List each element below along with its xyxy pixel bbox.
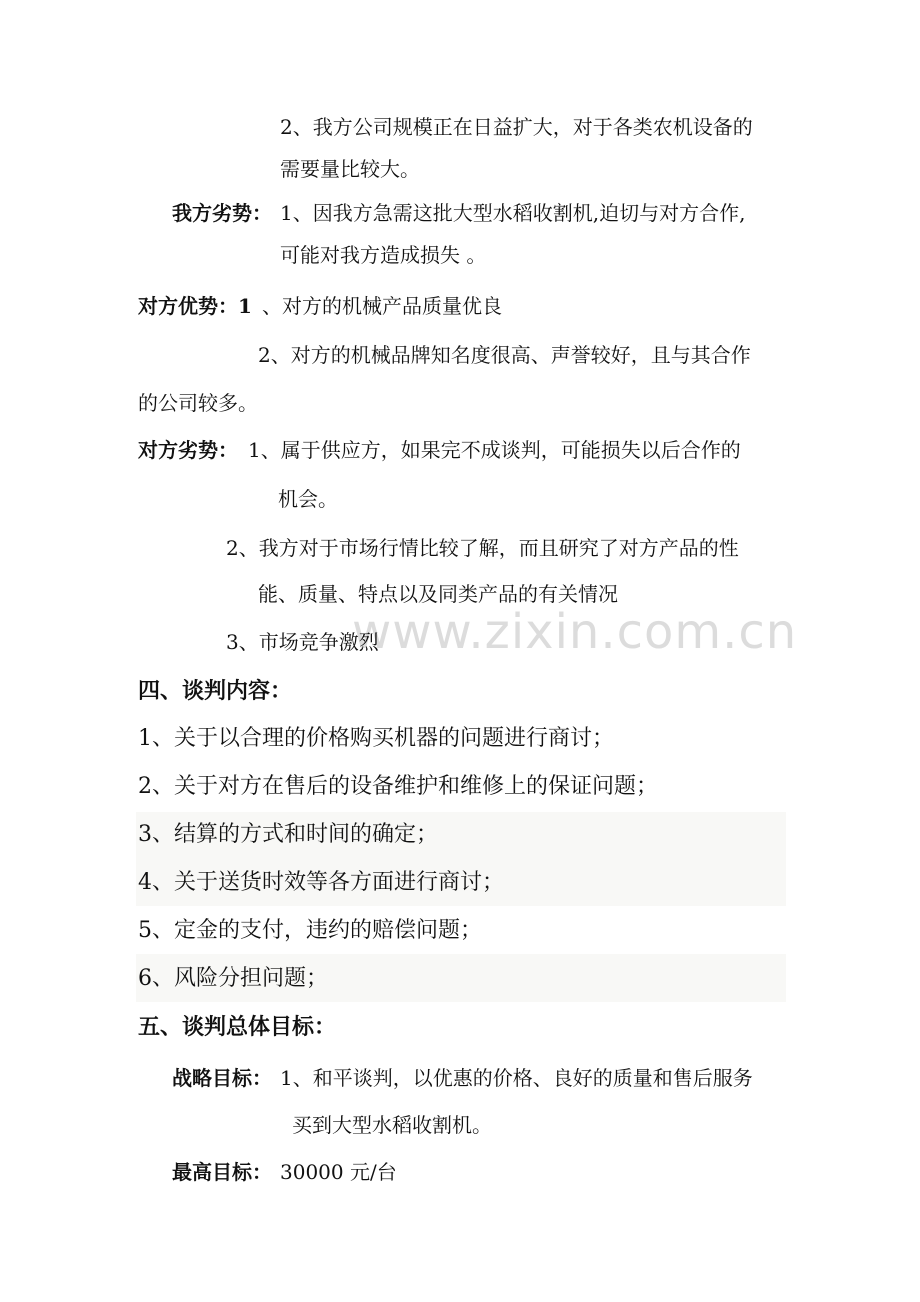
section5-title: 五、谈判总体目标：: [138, 1014, 337, 1040]
strategic-goal-line2: 买到大型水稻收割机。: [292, 1113, 492, 1137]
section4-title: 四、谈判内容：: [138, 678, 293, 704]
max-goal-label: 最高目标：: [172, 1160, 272, 1184]
our-weakness-label: 我方劣势：: [172, 201, 272, 225]
section4-item: 6、风险分担问题；: [138, 966, 328, 991]
section4-item: 2、关于对方在售后的设备维护和维修上的保证问题；: [138, 774, 658, 799]
section4-item: 1、关于以合理的价格购买机器的问题进行商讨；: [138, 726, 614, 751]
their-strength-item1: 、对方的机械产品质量优良: [262, 294, 502, 318]
their-weakness-label: 对方劣势：: [138, 438, 238, 462]
their-weakness-item1-line1: 1、属于供应方，如果完不成谈判，可能损失以后合作的: [248, 438, 741, 462]
our-weakness-item1-line1: 1、因我方急需这批大型水稻收割机,迫切与对方合作,: [280, 201, 746, 225]
section4-item: 4、关于送货时效等各方面进行商讨；: [138, 870, 504, 895]
their-weakness-item2-line1: 2、我方对于市场行情比较了解，而且研究了对方产品的性: [226, 536, 739, 560]
section4-item: 3、结算的方式和时间的确定；: [138, 822, 438, 847]
strategic-goal-label: 战略目标：: [172, 1066, 272, 1090]
our-weakness-item1-line2: 可能对我方造成损失 。: [280, 243, 487, 267]
their-weakness-item1-line2: 机会。: [278, 487, 338, 511]
watermark: www.zixin.com.cn: [352, 604, 798, 660]
strategic-goal-line1: 1、和平谈判，以优惠的价格、良好的质量和售后服务: [280, 1066, 753, 1090]
their-weakness-item3: 3、市场竞争激烈: [226, 630, 379, 654]
their-strength-label: 对方优势：1: [138, 294, 252, 318]
max-goal-value: 30000 元/台: [280, 1160, 397, 1184]
our-strength-item2-line1: 2、我方公司规模正在日益扩大，对于各类农机设备的: [280, 115, 753, 139]
their-strength-item2-line2: 的公司较多。: [138, 391, 258, 415]
our-strength-item2-line2: 需要量比较大。: [280, 157, 420, 181]
section4-item: 5、定金的支付，违约的赔偿问题；: [138, 918, 482, 943]
their-strength-item2-line1: 2、对方的机械品牌知名度很高、声誉较好，且与其合作: [258, 343, 751, 367]
their-weakness-item2-line2: 能、质量、特点以及同类产品的有关情况: [258, 582, 618, 606]
